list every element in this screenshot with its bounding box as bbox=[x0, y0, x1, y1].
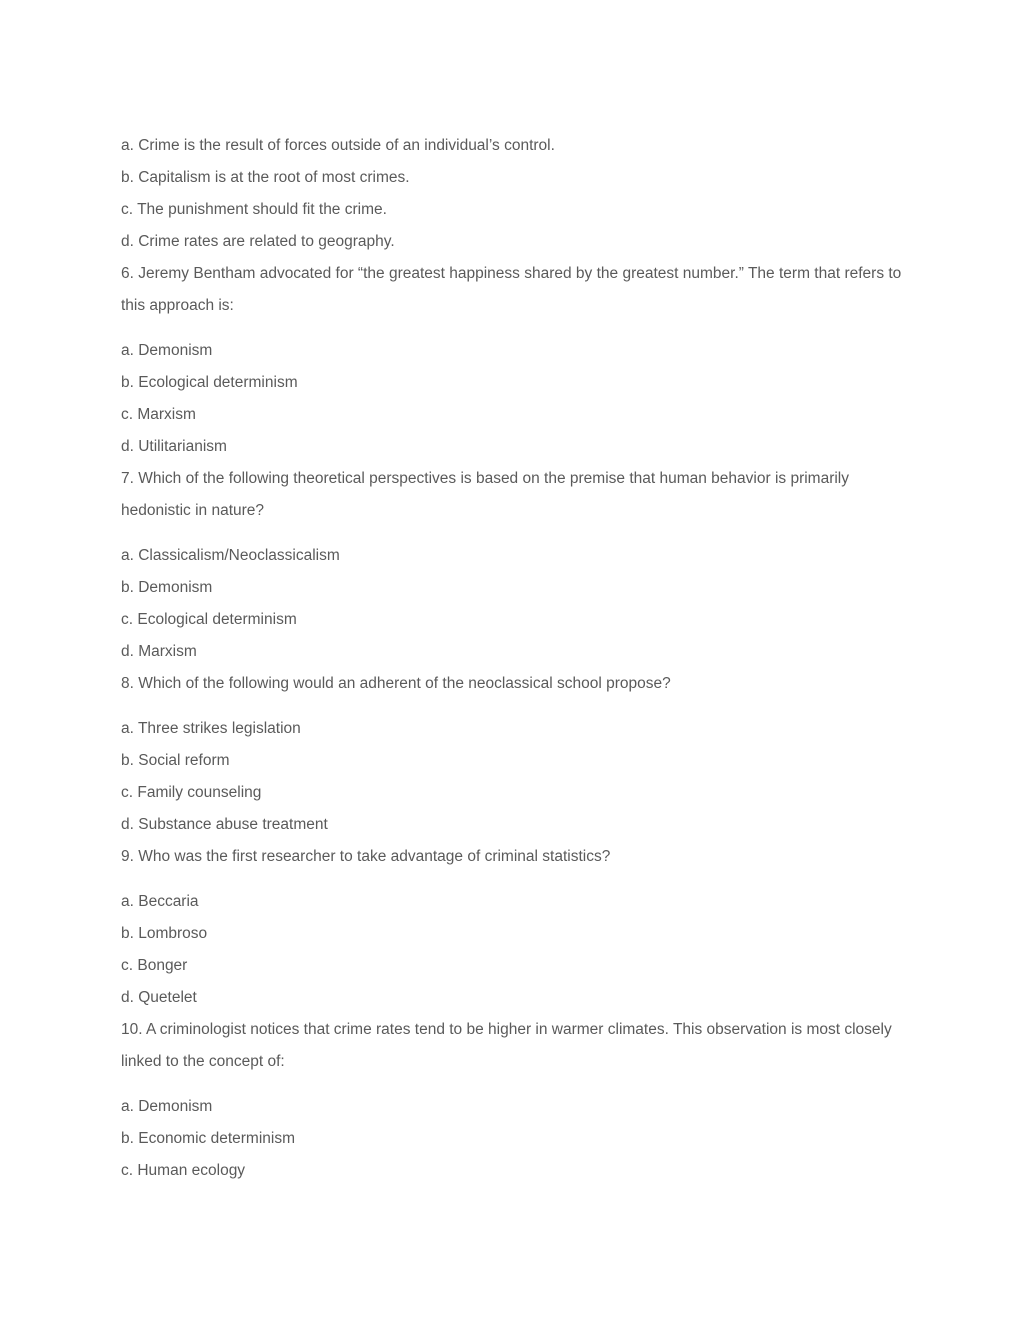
option-9a: a. Beccaria bbox=[121, 893, 199, 910]
option-9d: d. Quetelet bbox=[121, 989, 197, 1006]
option-10c: c. Human ecology bbox=[121, 1162, 246, 1179]
option-5b: b. Capitalism is at the root of most crimes. bbox=[121, 169, 410, 186]
question-9: 9. Who was the first researcher to take advantage of criminal statistics? bbox=[121, 848, 611, 865]
option-5a: a. Crime is the result of forces outside of an individual’s control. bbox=[121, 137, 555, 154]
option-9b: b. Lombroso bbox=[121, 925, 208, 942]
question-6: 6. Jeremy Bentham advocated for “the greatest happiness shared by the greatest number.” The term that refers to this approach is: bbox=[121, 265, 902, 314]
option-6a: a. Demonism bbox=[121, 342, 213, 359]
question-10: 10. A criminologist notices that crime rates tend to be higher in warmer climates. This observation is most closely linked to the concept of: bbox=[121, 1021, 892, 1070]
option-10b: b. Economic determinism bbox=[121, 1130, 296, 1147]
option-6d: d. Utilitarianism bbox=[121, 438, 227, 455]
option-8b: b. Social reform bbox=[121, 752, 230, 769]
option-7a: a. Classicalism/Neoclassicalism bbox=[121, 547, 340, 564]
document-page bbox=[121, 130, 921, 1187]
option-5c: c. The punishment should fit the crime. bbox=[121, 201, 387, 218]
option-8d: d. Substance abuse treatment bbox=[121, 816, 328, 833]
question-7: 7. Which of the following theoretical perspectives is based on the premise that human behavior is primarily hedonistic in nature? bbox=[121, 470, 850, 519]
option-8c: c. Family counseling bbox=[121, 784, 262, 801]
option-6b: b. Ecological determinism bbox=[121, 374, 298, 391]
option-6c: c. Marxism bbox=[121, 406, 196, 423]
option-9c: c. Bonger bbox=[121, 957, 188, 974]
option-7d: d. Marxism bbox=[121, 643, 197, 660]
option-7c: c. Ecological determinism bbox=[121, 611, 297, 628]
option-10a: a. Demonism bbox=[121, 1098, 213, 1115]
question-8: 8. Which of the following would an adherent of the neoclassical school propose? bbox=[121, 675, 671, 692]
option-8a: a. Three strikes legislation bbox=[121, 720, 301, 737]
option-7b: b. Demonism bbox=[121, 579, 213, 596]
option-5d: d. Crime rates are related to geography. bbox=[121, 233, 395, 250]
